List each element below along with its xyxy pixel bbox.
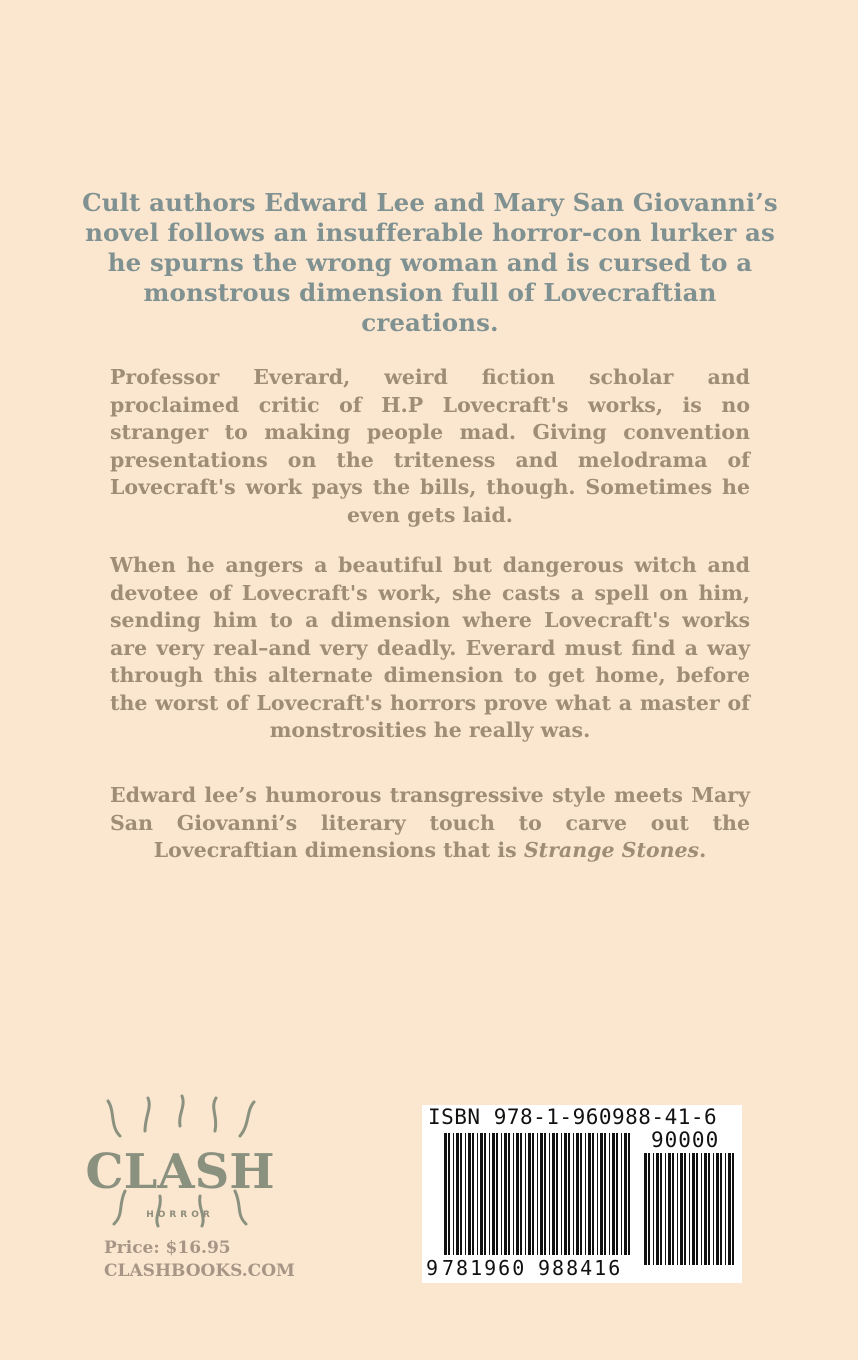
barcode-bar xyxy=(689,1153,690,1265)
barcode-bar xyxy=(588,1133,591,1255)
barcode-lead-digit: 9 xyxy=(426,1256,439,1280)
barcode-bar xyxy=(612,1133,615,1255)
barcode-bar xyxy=(525,1133,526,1255)
publisher-website: CLASHBOOKS.COM xyxy=(104,1261,295,1281)
barcode-bar xyxy=(540,1133,543,1255)
barcode-bar xyxy=(564,1133,567,1255)
barcode-bar xyxy=(492,1133,495,1255)
isbn-label: ISBN 978-1-960988-41-6 xyxy=(428,1105,718,1129)
barcode-bar xyxy=(580,1133,582,1255)
barcode-bar xyxy=(585,1133,586,1255)
barcode-bar xyxy=(597,1133,598,1255)
barcode-bar xyxy=(600,1133,603,1255)
barcode-bar xyxy=(672,1153,674,1265)
barcode-bar xyxy=(516,1133,519,1255)
barcode-bar xyxy=(444,1133,447,1255)
imprint-label: HORROR xyxy=(146,1210,214,1220)
barcode-bar xyxy=(480,1133,483,1255)
barcode-bar xyxy=(725,1153,726,1265)
barcode-bar xyxy=(573,1133,574,1255)
paragraph-3-end: . xyxy=(699,838,707,862)
barcode-bar xyxy=(592,1133,594,1255)
synopsis-paragraph-2: When he angers a beautiful but dangerous witch and devotee of Lovecraft's work, she casts a spell on him, sending him to a dimension where Lovecraft's works are very real–and very deadly. Everard must find a way through this alternate dimension to get home, before the worst of Lovecraft's horrors prove what a master of monstrosities he really was. xyxy=(110,553,750,742)
barcode-bar xyxy=(684,1153,686,1265)
barcode-bar xyxy=(549,1133,550,1255)
barcode-bar xyxy=(501,1133,502,1255)
barcode-bar xyxy=(668,1153,671,1265)
barcode-bar xyxy=(576,1133,579,1255)
barcode-bar xyxy=(556,1133,558,1255)
barcode-bar xyxy=(468,1133,471,1255)
barcode-bar xyxy=(544,1133,546,1255)
logo-wordmark: CLASH xyxy=(85,1144,275,1200)
barcode-bar xyxy=(537,1133,538,1255)
paragraph-3-text: Edward lee’s humorous transgressive style meets Mary San Giovanni’s literary touch to carve out the Lovecraftian dimensions that is xyxy=(110,783,750,862)
barcode-bar xyxy=(484,1133,486,1255)
synopsis-paragraph-1: Professor Everard, weird fiction scholar and proclaimed critic of H.P Lovecraft's works, is no stranger to making people mad. Giving convention presentations on the triteness and melodrama of Lovecraft's work pays the bills, though. Sometimes he even gets laid. xyxy=(110,365,750,527)
barcode-bar xyxy=(701,1153,702,1265)
barcode-bar xyxy=(628,1133,630,1255)
barcode-bar xyxy=(532,1133,534,1255)
barcode-bar xyxy=(713,1153,714,1265)
barcode-bar xyxy=(728,1153,731,1265)
barcode-bar xyxy=(648,1153,650,1265)
barcode-addon-digits: 90000 xyxy=(651,1128,720,1152)
barcode-bar xyxy=(508,1133,510,1255)
barcode-bar xyxy=(708,1153,710,1265)
barcode-bar xyxy=(624,1133,627,1255)
barcode-bar xyxy=(465,1133,466,1255)
barcode-bar xyxy=(665,1153,666,1265)
synopsis-paragraph-3 xyxy=(110,782,750,865)
tagline-blurb: Cult authors Edward Lee and Mary San Giovanni’s novel follows an insufferable horror-con lurker as he spurns the wrong woman and is cursed to a monstrous dimension full of Lovecraftian creations. xyxy=(82,188,778,337)
barcode-bar xyxy=(456,1133,459,1255)
barcode-bar xyxy=(460,1133,462,1255)
barcode-bars xyxy=(422,1105,742,1283)
barcode-bar xyxy=(520,1133,522,1255)
barcode-bar xyxy=(561,1133,562,1255)
barcode-bar xyxy=(704,1153,707,1265)
barcode-bar xyxy=(477,1133,478,1255)
barcode-bar xyxy=(677,1153,678,1265)
barcode-bar xyxy=(653,1153,654,1265)
barcode-bar xyxy=(616,1133,618,1255)
barcode-bar xyxy=(732,1153,734,1265)
barcode-bar xyxy=(644,1153,647,1265)
barcode-bar xyxy=(489,1133,490,1255)
barcode-bar xyxy=(656,1153,659,1265)
barcode-bar xyxy=(472,1133,474,1255)
barcode-bar xyxy=(609,1133,610,1255)
barcode-bar xyxy=(448,1133,450,1255)
barcode-bar xyxy=(716,1153,719,1265)
barcode-right-digits: 988416 xyxy=(538,1256,623,1280)
barcode-bar xyxy=(552,1133,555,1255)
barcode-bar xyxy=(621,1133,622,1255)
barcode-bar xyxy=(504,1133,507,1255)
barcode-left-digits: 781960 xyxy=(442,1256,527,1280)
barcode-bar xyxy=(720,1153,722,1265)
barcode-bar xyxy=(660,1153,662,1265)
barcode-bar xyxy=(513,1133,514,1255)
barcode-bar xyxy=(496,1133,498,1255)
barcode-bar xyxy=(453,1133,454,1255)
price-label: Price: $16.95 xyxy=(104,1238,231,1258)
barcode-bar xyxy=(692,1153,695,1265)
book-title-italic: Strange Stones xyxy=(523,838,700,862)
barcode-bar xyxy=(604,1133,606,1255)
clash-logo-icon xyxy=(85,1096,275,1226)
barcode-bar xyxy=(680,1153,683,1265)
barcode-bar xyxy=(568,1133,570,1255)
isbn-barcode xyxy=(422,1105,742,1283)
barcode-bar xyxy=(696,1153,698,1265)
barcode-bar xyxy=(528,1133,531,1255)
